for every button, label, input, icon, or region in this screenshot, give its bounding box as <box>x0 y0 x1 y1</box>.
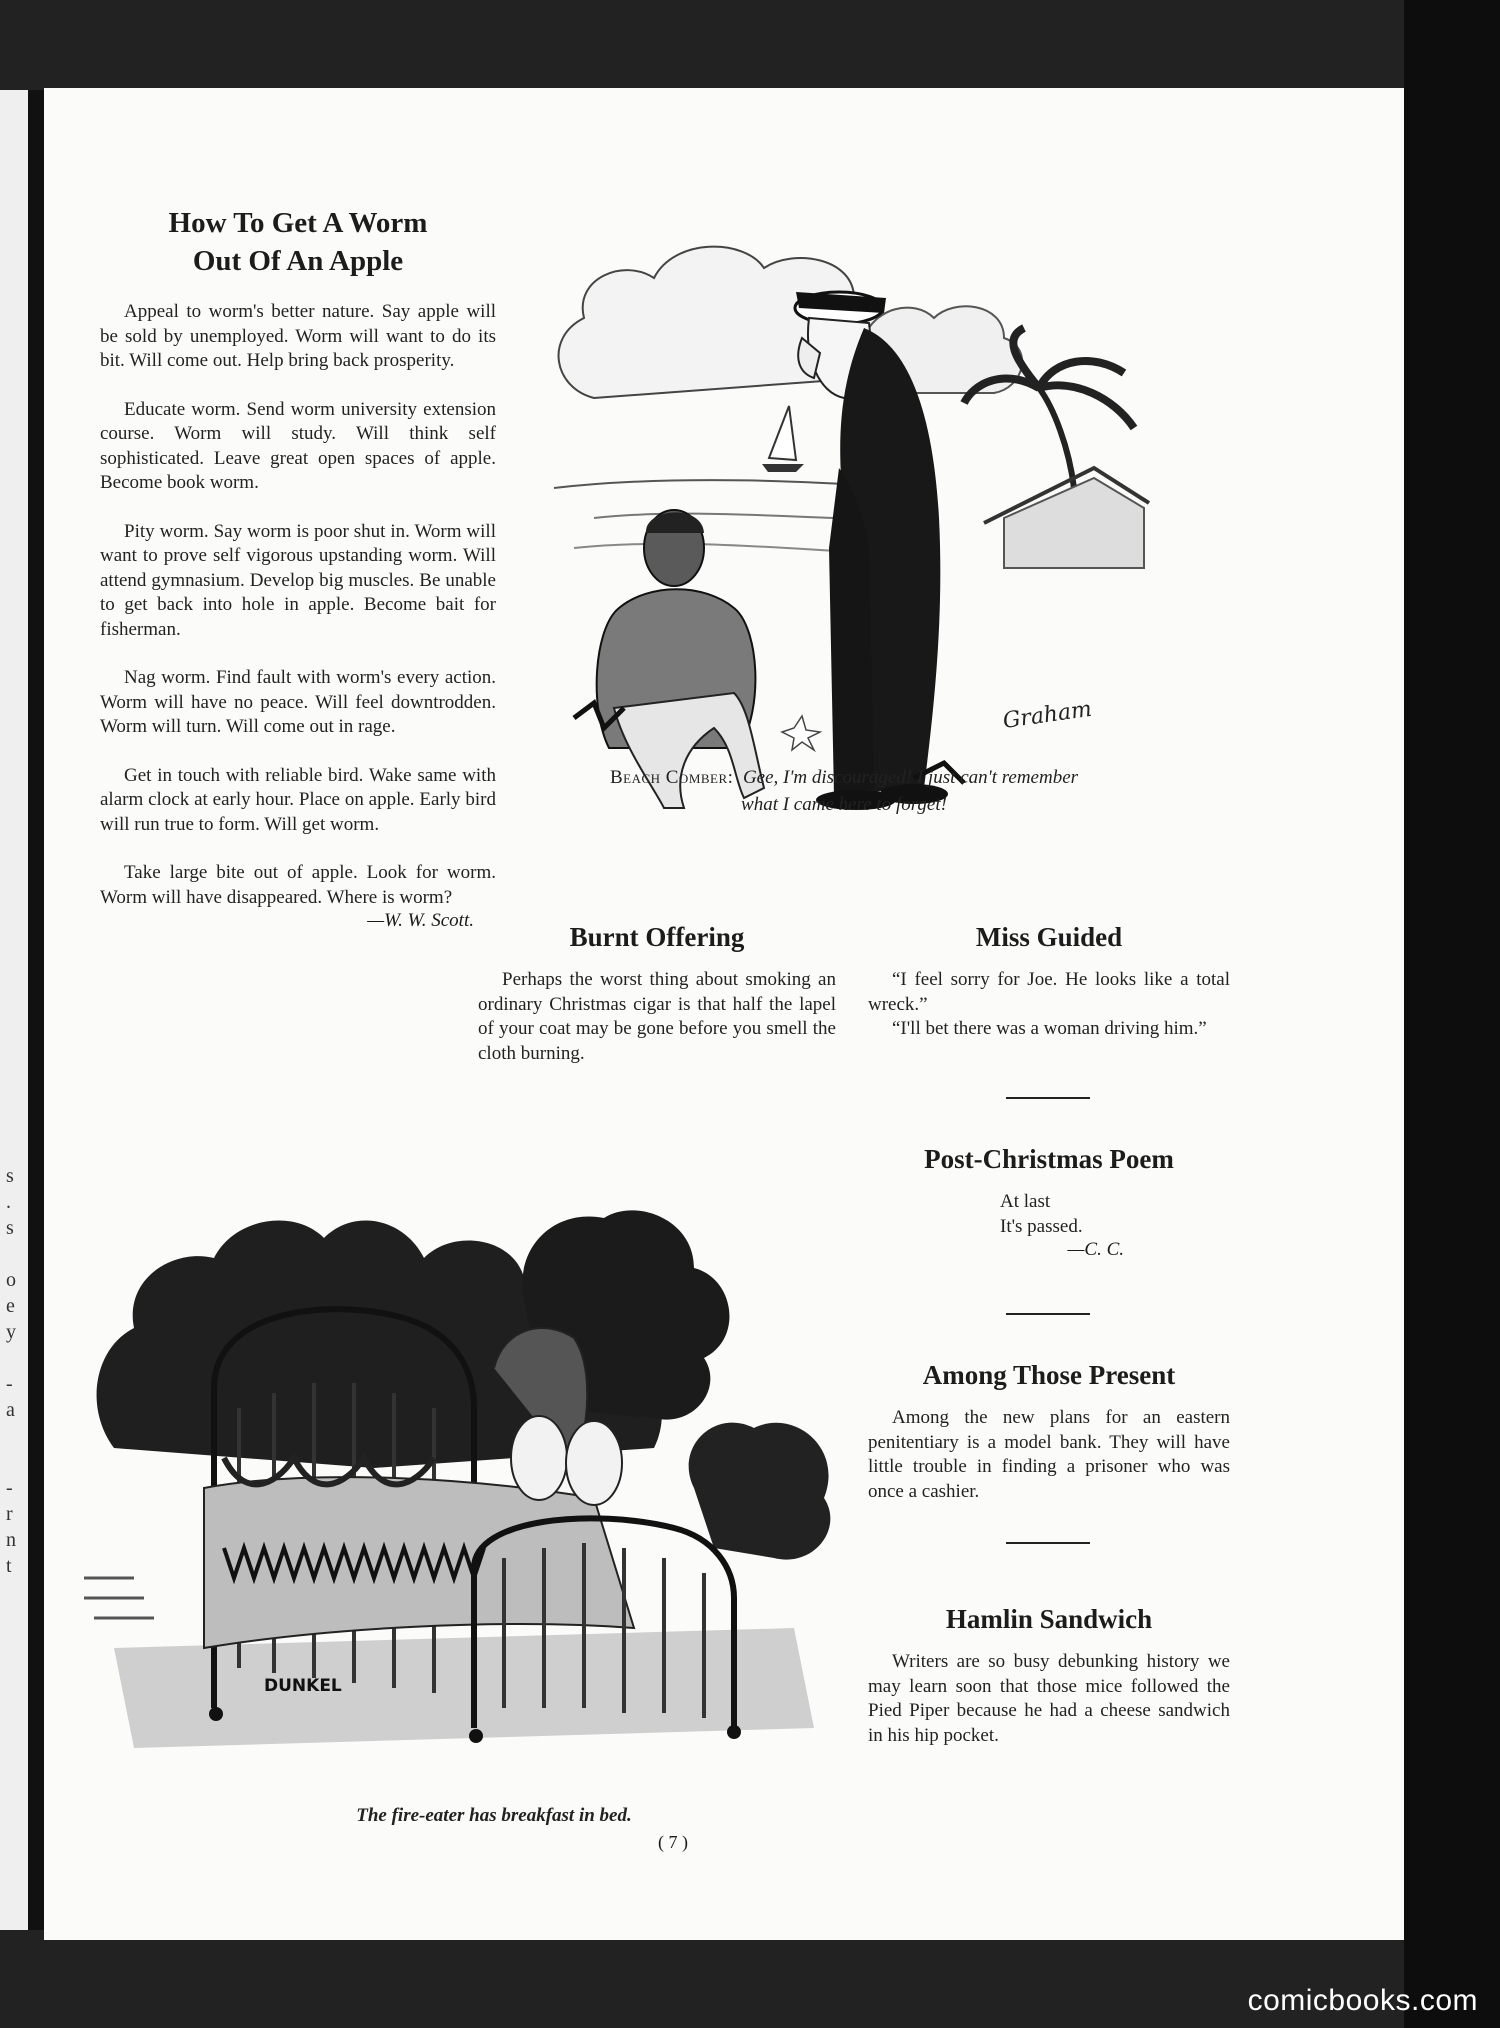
among-present-text: Among the new plans for an eastern penitentiary is a model bank. They will have little trouble in finding a prisoner who was once a cashier. <box>868 1407 1230 1502</box>
burnt-offering-text: Perhaps the worst thing about smoking an ordinary Christmas cigar is that half the lapel of your coat may be gone before you smell the cloth burning. <box>478 969 836 1064</box>
adjacent-page-letter: . <box>6 1191 11 1213</box>
bed-cartoon-caption: The fire-eater has breakfast in bed. <box>356 1805 632 1826</box>
miss-guided-line: “I'll bet there was a woman driving him.” <box>892 1018 1207 1039</box>
section-divider <box>1006 1313 1090 1315</box>
graham-signature: Graham <box>1001 696 1094 734</box>
magazine-page <box>44 88 1404 1940</box>
poem-verse: At last <box>1000 1191 1051 1212</box>
fire-eater-cartoon <box>74 1108 864 1788</box>
hamlin-title: Hamlin Sandwich <box>945 1604 1153 1634</box>
adjacent-page-letter: - <box>6 1477 13 1499</box>
miss-guided-title: Miss Guided <box>975 922 1123 952</box>
watermark: comicbooks.com <box>1247 1984 1478 2017</box>
adjacent-page-strip <box>0 90 28 1930</box>
miss-guided-line: “I feel sorry for Joe. He looks like a total wreck.” <box>868 969 1230 1015</box>
scan-background <box>1404 0 1500 2028</box>
bed-cartoon-illustration <box>74 1108 864 1788</box>
article-miss-guided <box>868 918 1230 1042</box>
adjacent-page-text <box>6 1150 22 1577</box>
book-gutter <box>28 90 44 1930</box>
hamlin-text: Writers are so busy debunking history we may learn soon that those mice followed the Pied Piper because he had a cheese sandwich in his hip pocket. <box>868 1651 1230 1746</box>
article-worm-title: How To Get A Worm Out Of An Apple <box>168 207 428 277</box>
adjacent-page-letter: s <box>6 1165 14 1187</box>
beach-cartoon-illustration <box>534 188 1154 818</box>
among-present-title: Among Those Present <box>922 1360 1176 1390</box>
beach-cartoon-caption: Beach Comber: Gee, I'm discouraged! I just can't remember what I came here to forget! <box>609 767 1079 815</box>
poem-byline: —C. C. <box>1067 1239 1124 1260</box>
section-divider <box>1006 1097 1090 1099</box>
worm-paragraph: Get in touch with reliable bird. Wake same with alarm clock at early hour. Place on apple. Early bird will run true to form. Will get worm. <box>100 764 496 835</box>
adjacent-page-letter: y <box>6 1321 16 1343</box>
worm-paragraph: Take large bite out of apple. Look for worm. Worm will have disappeared. Where is worm? <box>100 862 496 908</box>
adjacent-page-letter: r <box>6 1503 13 1525</box>
burnt-offering-title: Burnt Offering <box>569 922 745 952</box>
adjacent-page-letter: e <box>6 1295 15 1317</box>
page-number: ( 7 ) <box>658 1832 688 1852</box>
poem-verse: It's passed. <box>1000 1215 1083 1237</box>
adjacent-page-letter: s <box>6 1217 14 1239</box>
worm-paragraph: Appeal to worm's better nature. Say apple will be sold by unemployed. Worm will want to do its bit. Will come out. Help bring back prosperity. <box>100 301 496 371</box>
adjacent-page-letter: a <box>6 1399 15 1421</box>
adjacent-page-letter: - <box>6 1373 13 1395</box>
adjacent-page-letter <box>6 1436 22 1462</box>
article-worm <box>100 204 496 932</box>
adjacent-page-letter: o <box>6 1269 16 1291</box>
section-divider <box>1006 1542 1090 1544</box>
worm-byline: —W. W. Scott. <box>367 910 474 931</box>
worm-paragraph: Nag worm. Find fault with worm's every action. Worm will have no peace. Will feel downtrodden. Worm will turn. Will come out in rage. <box>100 667 496 737</box>
worm-paragraph: Pity worm. Say worm is poor shut in. Worm will want to prove self vigorous upstanding worm. Will attend gymnasium. Develop big muscles. Be unable to get back into hole in apple. Become bait for fisherman. <box>100 520 496 640</box>
adjacent-page-letter: n <box>6 1529 16 1551</box>
article-burnt-offering <box>478 918 836 1066</box>
beach-comber-cartoon <box>534 188 1154 818</box>
article-post-christmas-poem <box>868 1140 1230 1261</box>
article-hamlin-sandwich <box>868 1600 1230 1748</box>
adjacent-page-letter: t <box>6 1555 12 1577</box>
worm-paragraph: Educate worm. Send worm university extension course. Worm will study. Will think self sophisticated. Leave great open spaces of apple. Become book worm. <box>100 398 496 493</box>
article-among-those-present <box>868 1356 1230 1504</box>
post-christmas-title: Post-Christmas Poem <box>924 1144 1174 1174</box>
dunkel-signature: DUNKEL <box>264 1676 342 1696</box>
